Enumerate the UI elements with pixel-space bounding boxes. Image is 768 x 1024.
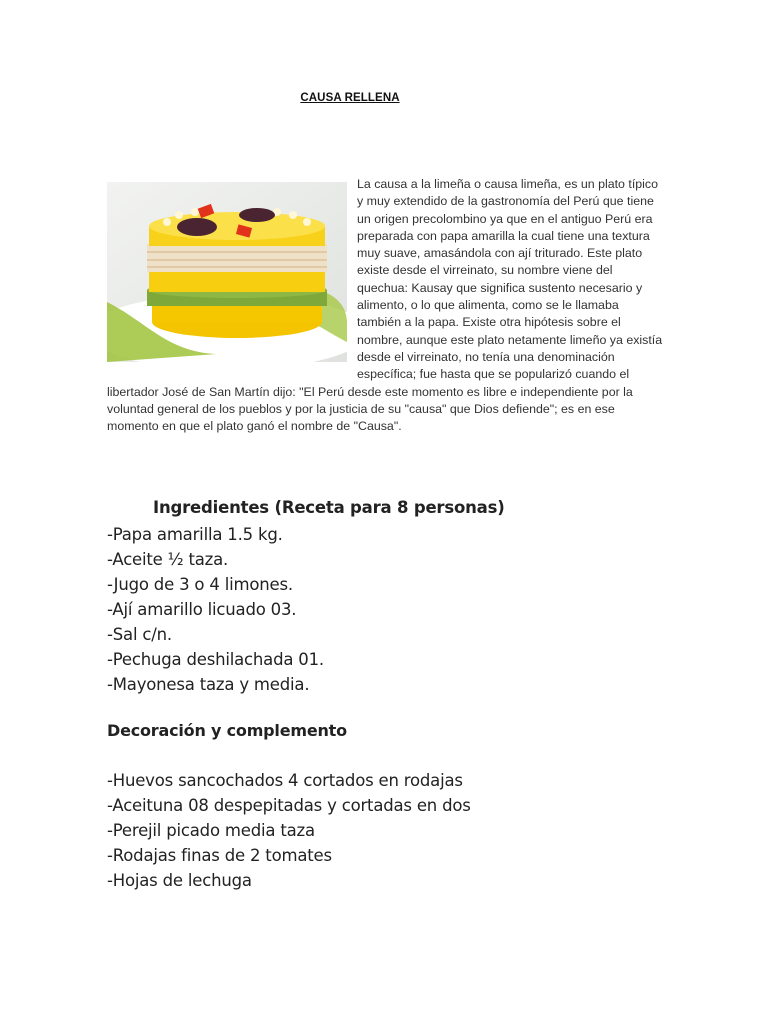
causa-photo xyxy=(107,182,347,362)
list-item: -Perejil picado media taza xyxy=(107,821,315,840)
list-item: -Rodajas finas de 2 tomates xyxy=(107,846,332,865)
list-item: -Pechuga deshilachada 01. xyxy=(107,650,324,669)
list-item: -Jugo de 3 o 4 limones. xyxy=(107,575,293,594)
page-title: CAUSA RELLENA xyxy=(300,92,400,104)
list-item: -Aceituna 08 despepitadas y cortadas en dos xyxy=(107,796,471,815)
list-item: -Papa amarilla 1.5 kg. xyxy=(107,525,283,544)
decoration-list xyxy=(107,768,707,893)
ingredients-list xyxy=(107,522,707,697)
list-item: -Ají amarillo licuado 03. xyxy=(107,600,297,619)
decoration-heading: Decoración y complemento xyxy=(107,721,347,740)
list-item: -Mayonesa taza y media. xyxy=(107,675,310,694)
list-item: -Sal c/n. xyxy=(107,625,172,644)
intro-section xyxy=(107,176,663,435)
intro-paragraph: La causa a la limeña o causa limeña, es un plato típico y muy extendido de la gastronomía del Perú que tiene un origen precolombino ya que en el antiguo Perú era preparada con papa amarilla la cual tiene una textura muy suave, amasándola con ají triturado. Este plato existe desde el virreinato, su nombre viene del quechua: Kausay que significa sustento necesario y alimento, o lo que alimenta, como se le llamaba también a la papa. Existe otra hipótesis sobre el nombre, aunque este plato netamente limeño ya existía desde el virreinato, no tenía una denominación específica; fue hasta que se popularizó cuando el libertador José de San Martín dijo: "El Perú desde este momento es libre e independiente por la voluntad general de los pueblos y por la justicia de su "causa" que Dios defiende"; es en ese momento en que el plato ganó el nombre de "Causa". xyxy=(107,177,663,434)
list-item: -Hojas de lechuga xyxy=(107,871,252,890)
list-item: -Aceite ½ taza. xyxy=(107,550,229,569)
list-item: -Huevos sancochados 4 cortados en rodajas xyxy=(107,771,463,790)
ingredients-heading: Ingredientes (Receta para 8 personas) xyxy=(153,498,505,517)
